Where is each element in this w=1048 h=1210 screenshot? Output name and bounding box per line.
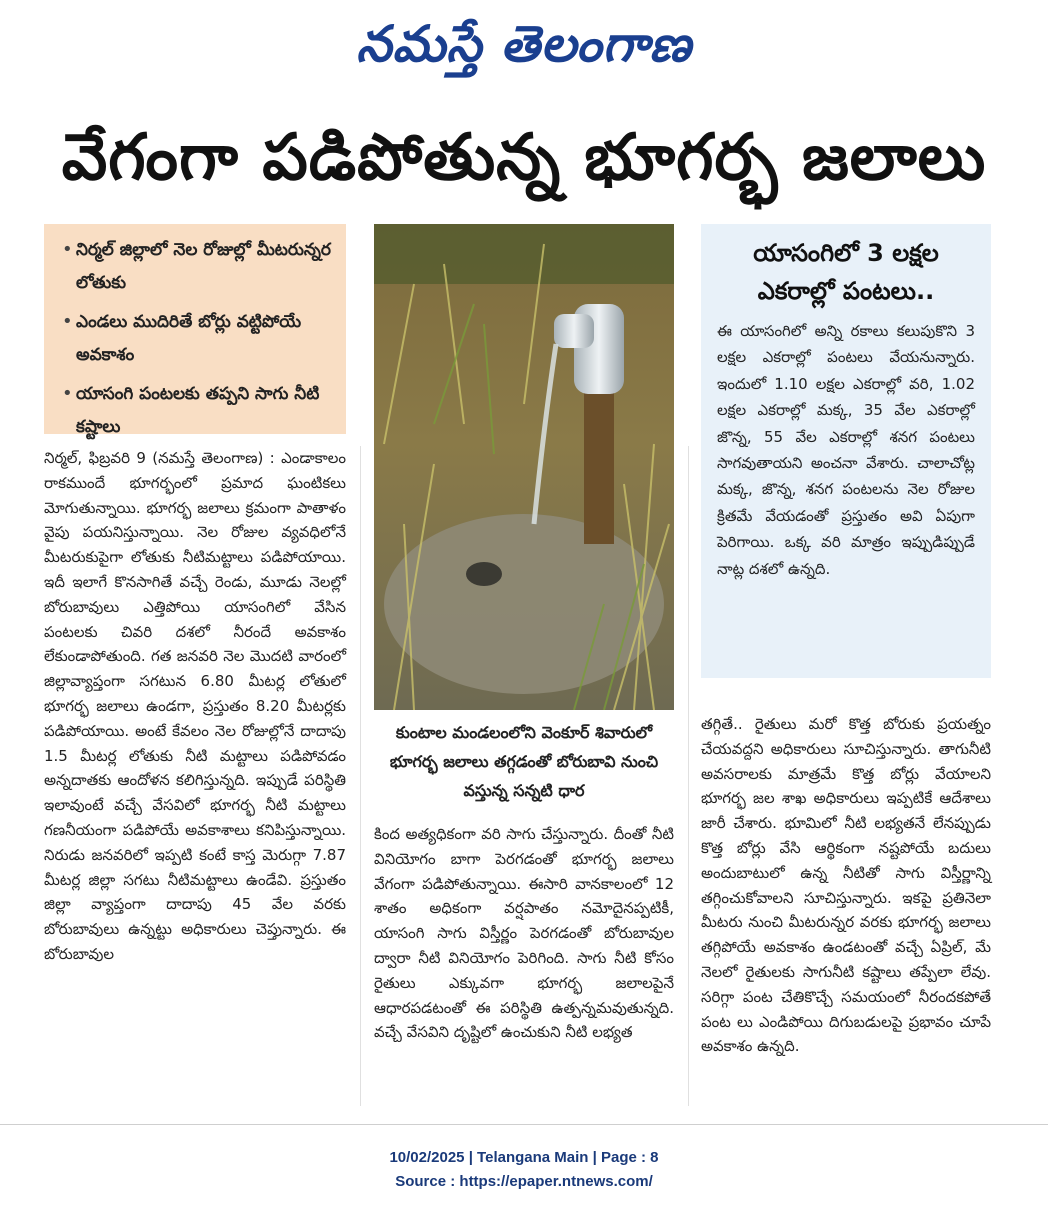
footer-edition-info: 10/02/2025 | Telangana Main | Page : 8 [389, 1149, 659, 1166]
bullet-icon: • [62, 383, 73, 404]
sidebar-box [701, 224, 991, 678]
column-divider [688, 446, 689, 1106]
photo-caption: కుంటాల మండలంలోని వెంకూర్ శివారులో భూగర్భ జలాలు తగ్గడంతో బోరుబావి నుంచి వస్తున్న సన్నటి ధార [389, 723, 659, 800]
footer [0, 1146, 1048, 1194]
highlight-text: ఎండలు ముదిరితే బోర్లు వట్టిపోయే అవకాశం [76, 312, 302, 365]
article-headline: వేగంగా పడిపోతున్న భూగర్భ జలాలు [61, 121, 987, 195]
highlight-text: యాసంగి పంటలకు తప్పని సాగు నీటి కష్టాలు [76, 384, 320, 437]
masthead-title: నమస్తే తెలంగాణ [356, 14, 692, 73]
masthead [0, 8, 1048, 80]
highlight-item [62, 234, 332, 300]
borewell-photo-image [374, 224, 674, 710]
footer-source-link[interactable]: Source : https://epaper.ntnews.com/ [395, 1173, 653, 1190]
article-body-column-1: నిర్మల్, ఫిబ్రవరి 9 (నమస్తే తెలంగాణ) : ఎండాకాలం రాకముందే భూగర్భంలో ప్రమాద ఘంటికలు మోగుతున్నాయి. భూగర్భ జలాలు క్రమంగా పాతాళం వైపు పయనిస్తున్నాయి. నెల రోజుల వ్యవధిలోనే మీటరుకుపైగా లోతుకు నీటిమట్టాలు పడిపోయాయి. ఇదీ ఇలాగే కొనసాగితే వచ్చే రెండు, మూడు నెలల్లో బోరుబావులు ఎత్తిపోయి యాసంగిలో వేసిన పంటలకు చివరి దశలో నీరందే అవకాశం లేకుండాపోతుంది. గత జనవరి నెల మొదటి వారంలో జిల్లావ్యాప్తంగా సగటున 6.80 మీటర్ల లోతులో భూగర్భ జలాలు ఉండగా, ప్రస్తుతం 8.20 మీటర్లకు పడిపోయాయి. అంటే కేవలం నెల రోజుల్లోనే దాదాపు 1.5 మీటర్ల లోతుకు నీటి మట్టాలు పడిపోవడం అన్నదాతకు ఆందోళన కలిగిస్తున్నది. ఇప్పుడే పరిస్థితి ఇలావుంటే వచ్చే వేసవిలో భూగర్భ నీటి మట్టాలు గణనీయంగా పడిపోయే అవకాశాలు కనిపిస్తున్నాయి. నిరుడు జనవరిలో ఇప్పటి కంటే కాస్త మెరుగ్గా 7.87 మీటర్ల జిల్లా సగటు నీటిమట్టాలు ఉండేవి. ప్రస్తుతం జిల్లా వ్యాప్తంగా దాదాపు 45 వేల వరకు బోరుబావులు ఉన్నట్టు అధికారులు చెప్తున్నారు. ఈ బోరుబావుల [44, 449, 346, 963]
highlight-item [62, 306, 332, 372]
bullet-icon: • [62, 311, 73, 332]
footer-divider [0, 1124, 1048, 1125]
sidebar-title: యాసంగిలో 3 లక్షల ఎకరాల్లో పంటలు.. [753, 239, 939, 305]
highlight-text: నిర్మల్ జిల్లాలో నెల రోజుల్లో మీటరున్నర లోతుకు [76, 240, 331, 293]
article-body-column-2: కింద అత్యధికంగా వరి సాగు చేస్తున్నారు. దీంతో నీటి వినియోగం బాగా పెరగడంతో భూగర్భ జలాలు వేగంగా పడిపోతున్నాయి. ఈసారి వానకాలంలో 12 శాతం అధికంగా వర్షపాతం నమోదైనప్పటికీ, యాసంగి సాగు విస్తీర్ణం పెరగడంతో బోరుబావుల ద్వారా నీటి వినియోగం పెరిగింది. సాగు నీటి కోసం రైతులు ఎక్కువగా భూగర్భ జలాలపైనే ఆధారపడటంతో ఈ పరిస్థితి ఉత్పన్నమవుతున్నది. వచ్చే వేసవిని దృష్టిలో ఉంచుకుని నీటి లభ్యత [374, 825, 674, 1042]
highlight-item [62, 378, 332, 444]
bullet-icon: • [62, 239, 73, 260]
article-body-column-3: తగ్గితే.. రైతులు మరో కొత్త బోరుకు ప్రయత్నం చేయవద్దని అధికారులు సూచిస్తున్నారు. తాగునీటి అవసరాలకు మాత్రమే కొత్త బోర్లు వేయాలని భూగర్భ జల శాఖ అధికారులు ఇప్పటికే ఆదేశాలు జారీ చేశారు. భూమిలో నీటి లభ్యతనే లేనప్పుడు కొత్త బోర్లు వేసి ఆర్థికంగా నష్టపోయే బదులు అందుబాటులో ఉన్న నీటితో సాగు విస్తీర్ణాన్ని తగ్గించుకోవాలని సూచిస్తున్నారు. ఇకపై ప్రతినెలా మీటరు నుంచి మీటరున్నర వరకు భూగర్భ జలాలు తగ్గిపోయే అవకాశం ఉండటంతో వచ్చే ఏప్రిల్, మే నెలలో రైతులకు సాగునీటి కష్టాలు తప్పేలా లేవు. సరిగ్గా పంట చేతికొచ్చే సమయంలో నీరందకపోతే పంట లు ఎండిపోయి దిగుబడులపై ప్రభావం చూపే అవకాశం ఉన్నది. [701, 715, 991, 1056]
highlights-box [44, 224, 346, 437]
borewell-photo [374, 224, 674, 710]
sidebar-text: ఈ యాసంగిలో అన్ని రకాలు కలుపుకొని 3 లక్షల ఎకరాల్లో పంటలు వేయనున్నారు. ఇందులో 1.10 లక్షల ఎకరాల్లో వరి, 1.02 లక్షల ఎకరాల్లో మక్క, 35 వేల ఎకరాల్లో జొన్న, 55 వేల ఎకరాల్లో శనగ పంటలు సాగవుతాయని అంచనా వేశారు. చాలాచోట్ల మక్క, జొన్న, శనగ పంటలను నెల రోజుల క్రితమే వేయడంతో ప్రస్తుతం అవి ఏపుగా పెరిగాయి. ఒక్క వరి మాత్రం ఇప్పుడిప్పుడే నాట్ల దశలో ఉన్నది. [717, 322, 975, 578]
column-divider [360, 446, 361, 1106]
